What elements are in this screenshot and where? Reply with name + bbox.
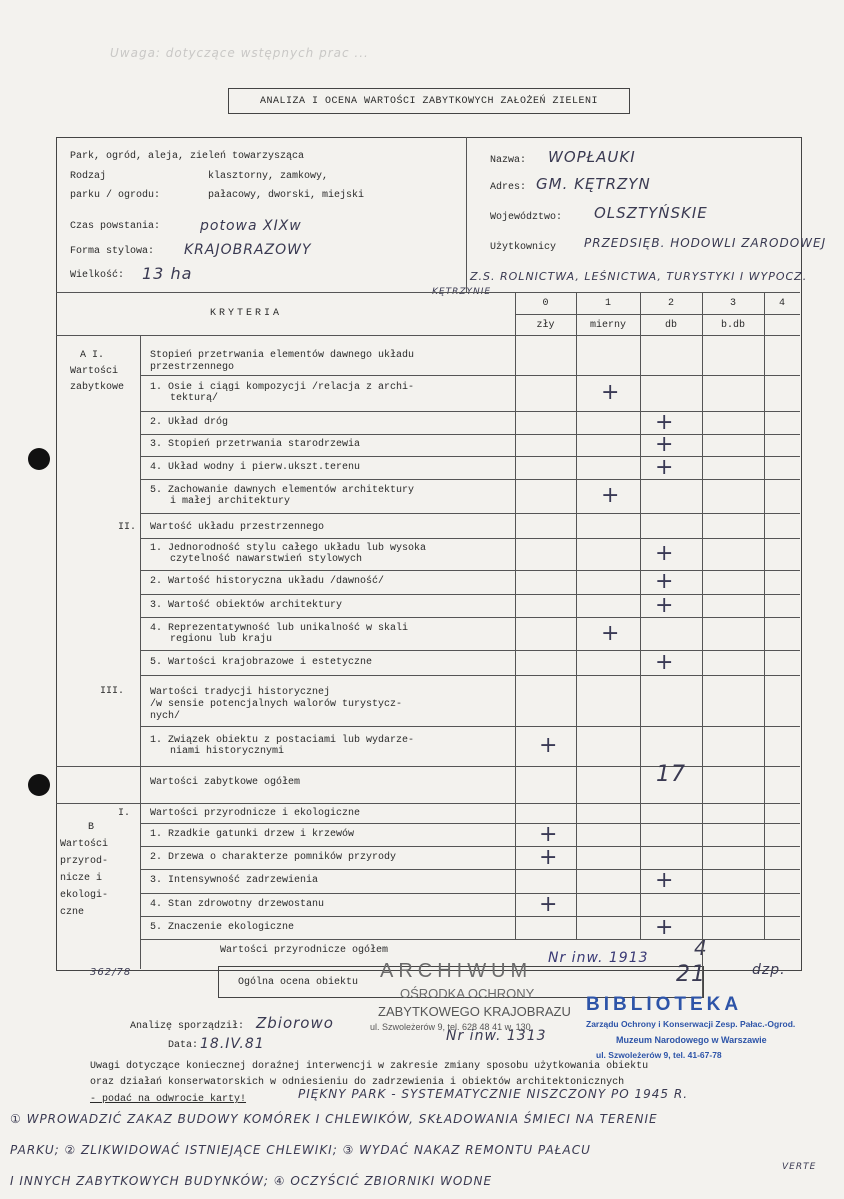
forma-label: Forma stylowa: [70,246,155,257]
woj-value: OLSZTYŃSKIE [594,204,708,222]
uzyt-value-2: Z.S. ROLNICTWA, LEŚNICTWA, TURYSTYKI I WYPOCZ. [470,270,808,283]
a1-header-line2: przestrzennego [150,362,235,373]
criterion-row-label: 5. Wartości krajobrazowe i estetyczne [150,657,373,668]
criterion-row-label-cont: i małej architektury [170,496,291,507]
adres-value: GM. KĘTRZYN [536,175,651,193]
analize-value: Zbiorowo [256,1014,334,1032]
score-mark: + [601,380,620,405]
score-mark: + [539,845,558,870]
score-col-number: 0 [542,298,549,309]
uzyt-value-3: KĘTRZYNIE [432,287,492,297]
hand-note-2: ① WPROWADZIĆ ZAKAZ BUDOWY KOMÓREK I CHLEWIKÓW, SKŁADOWANIA ŚMIECI NA TERENIE [10,1112,658,1126]
b-header: Wartości przyrodnicze i ekologiczne [150,808,361,819]
wielkosc-label: Wielkość: [70,270,125,281]
a3-header-line3: nych/ [150,711,181,722]
section-a2-label: II. [118,522,137,533]
data-label: Data: [168,1040,199,1051]
zabytkowe-total-label: Wartości zabytkowe ogółem [150,777,301,788]
criterion-row-label: 4. Układ wodny i pierw.ukszt.terenu [150,462,361,473]
criterion-row-label: 1. Rzadkie gatunki drzew i krzewów [150,829,355,840]
ogolna-note: dzp. [752,962,786,978]
ogolna-value: 21 [676,962,706,987]
score-mark: + [539,822,558,847]
hand-note-4: I INNYCH ZABYTKOWYCH BUDYNKÓW; ④ OCZYŚCIĆ ZBIORNIKI WODNE [10,1174,493,1188]
score-mark: + [601,483,620,508]
score-mark: + [601,621,620,646]
uzyt-label: Użytkownicy [490,242,557,253]
czas-value: potowa XIXw [200,218,302,234]
criterion-row-label: 3. Wartość obiektów architektury [150,600,343,611]
nazwa-value: WOPŁAUKI [548,148,636,166]
hole-punch-bottom [28,774,50,796]
ogolna-label: Ogólna ocena obiektu [238,977,359,988]
criterion-row-label: 5. Znaczenie ekologiczne [150,922,295,933]
adres-label: Adres: [490,182,527,193]
score-col-number: 4 [778,298,785,309]
rodzaj-label: Rodzaj [70,171,107,182]
score-mark: + [655,410,674,435]
criterion-row-label: 1. Jednorodność stylu całego układu lub wysoka [150,543,427,554]
park-type-line: Park, ogród, aleja, zieleń towarzysząca [70,151,305,162]
form-title: ANALIZA I OCENA WARTOŚCI ZABYTKOWYCH ZAŁOŻEŃ ZIELENI [228,88,630,114]
biblioteka-line1: Zarządu Ochrony i Konserwacji Zesp. Pałac.-Ogrod. [586,1019,796,1029]
zabytkowego-stamp: ZABYTKOWEGO KRAJOBRAZU [378,1004,571,1019]
nazwa-label: Nazwa: [490,155,527,166]
score-mark: + [655,868,674,893]
wielkosc-value: 13 ha [142,264,193,283]
section-b-label: I. [118,808,131,819]
a3-header-line1: Wartości tradycji historycznej [150,687,331,698]
hole-punch-top [28,448,50,470]
score-mark: + [655,915,674,940]
forma-value: KRAJOBRAZOWY [184,242,312,258]
section-a-sub2: zabytkowe [70,382,125,393]
section-a-sub1: Wartości [70,366,119,377]
criterion-row-label: 5. Zachowanie dawnych elementów architektury [150,485,415,496]
uwagi-line2: oraz działań konserwatorskich w odniesieniu do zadrzewienia i obiektów architektonicznych [90,1077,625,1088]
score-col-number: 1 [604,298,611,309]
criterion-row-label: 2. Wartość historyczna układu /dawność/ [150,576,385,587]
uzyt-value: PRZEDSIĘB. HODOWLI ZARODOWEJ [584,236,827,250]
section-b-sub-line: nicze i [60,873,103,884]
criterion-row-label: 2. Układ dróg [150,417,229,428]
section-b-sub-line: Wartości [60,839,109,850]
uwagi-line1: Uwagi dotyczące koniecznej doraźnej interwencji w zakresie zmiany sposobu użytkowania obiektu [90,1061,649,1072]
section-b-sub-line: ekologi- [60,890,109,901]
analize-label: Analizę sporządził: [130,1021,245,1032]
score-col-number: 2 [667,298,674,309]
criterion-row-label-cont: czytelność nawarstwień stylowych [170,554,363,565]
hand-note-verte: VERTE [782,1162,817,1172]
woj-label: Województwo: [490,212,563,223]
przyrodnicze-total-label: Wartości przyrodnicze ogółem [220,945,389,956]
a2-header: Wartość układu przestrzennego [150,522,325,533]
hand-note-3: PARKU; ② ZLIKWIDOWAĆ ISTNIEJĄCE CHLEWIKI; ③ WYDAĆ NAKAZ REMONTU PAŁACU [10,1143,591,1157]
section-a3-label: III. [100,686,125,697]
section-b-sub-line: przyrod- [60,856,109,867]
uwagi-line3: - podać na odwrocie karty! [90,1094,247,1105]
kryteria-label: KRYTERIA [210,308,283,319]
inw-note-top: Nr inw. 1913 [548,950,649,966]
score-mark: + [655,432,674,457]
a3-header-line2: /w sensie potencjalnych walorów turystycz- [150,699,403,710]
rodzaj-values-1: klasztorny, zamkowy, [208,171,329,182]
score-mark: + [655,455,674,480]
inw-note: Nr inw. 1313 [446,1028,547,1044]
address-stamp: ul. Szwoleżerów 9, tel. 628 48 41 w. 130 [370,1022,531,1032]
data-value: 18.IV.81 [200,1036,265,1052]
criterion-row-label-cont: niami historycznymi [170,746,285,757]
parku-label: parku / ogrodu: [70,190,161,201]
score-mark: + [655,650,674,675]
header-note: Uwaga: dotyczące wstępnych prac ... [110,46,369,60]
biblioteka-line3: ul. Szwoleżerów 9, tel. 41-67-78 [596,1050,722,1060]
criterion-row-label-cont: regionu lub kraju [170,634,273,645]
section-b-sub-line: czne [60,907,85,918]
czas-label: Czas powstania: [70,221,161,232]
score-col-number: 3 [729,298,736,309]
criterion-row-label: 4. Stan zdrowotny drzewostanu [150,899,325,910]
biblioteka-line2: Muzeum Narodowego w Warszawie [616,1035,767,1045]
section-b-sub-line: B [88,822,95,833]
score-mark: + [655,569,674,594]
archiwum-stamp: ARCHIWUM [380,960,533,982]
score-col-word: db [664,320,677,331]
score-col-word: b.db [720,320,745,331]
criterion-row-label: 1. Związek obiektu z postaciami lub wydarze- [150,735,415,746]
score-col-word: mierny [589,320,626,331]
score-mark: + [539,733,558,758]
criterion-row-label: 4. Reprezentatywność lub unikalność w skali [150,623,409,634]
score-col-word: zły [536,320,555,331]
score-mark: + [655,593,674,618]
a1-header-line1: Stopień przetrwania elementów dawnego układu [150,350,415,361]
criterion-row-label: 2. Drzewa o charakterze pomników przyrody [150,852,397,863]
score-mark: + [655,541,674,566]
section-a-label: A I. [80,350,105,361]
osrodka-stamp: OŚRODKA OCHRONY [400,986,535,1001]
score-mark: + [539,892,558,917]
criterion-row-label-cont: tekturą/ [170,393,219,404]
rodzaj-values-2: pałacowy, dworski, miejski [208,190,365,201]
criterion-row-label: 3. Intensywność zadrzewienia [150,875,319,886]
ref-number: 362/78 [90,967,132,978]
hand-note-1: PIĘKNY PARK - SYSTEMATYCZNIE NISZCZONY PO 1945 R. [298,1087,689,1101]
biblioteka-stamp: BIBLIOTEKA [586,994,743,1015]
criterion-row-label: 1. Osie i ciągi kompozycji /relacja z archi- [150,382,415,393]
zabytkowe-total-value: 17 [656,762,686,787]
przyrodnicze-total-value: 4 [694,936,708,960]
criterion-row-label: 3. Stopień przetrwania starodrzewia [150,439,361,450]
